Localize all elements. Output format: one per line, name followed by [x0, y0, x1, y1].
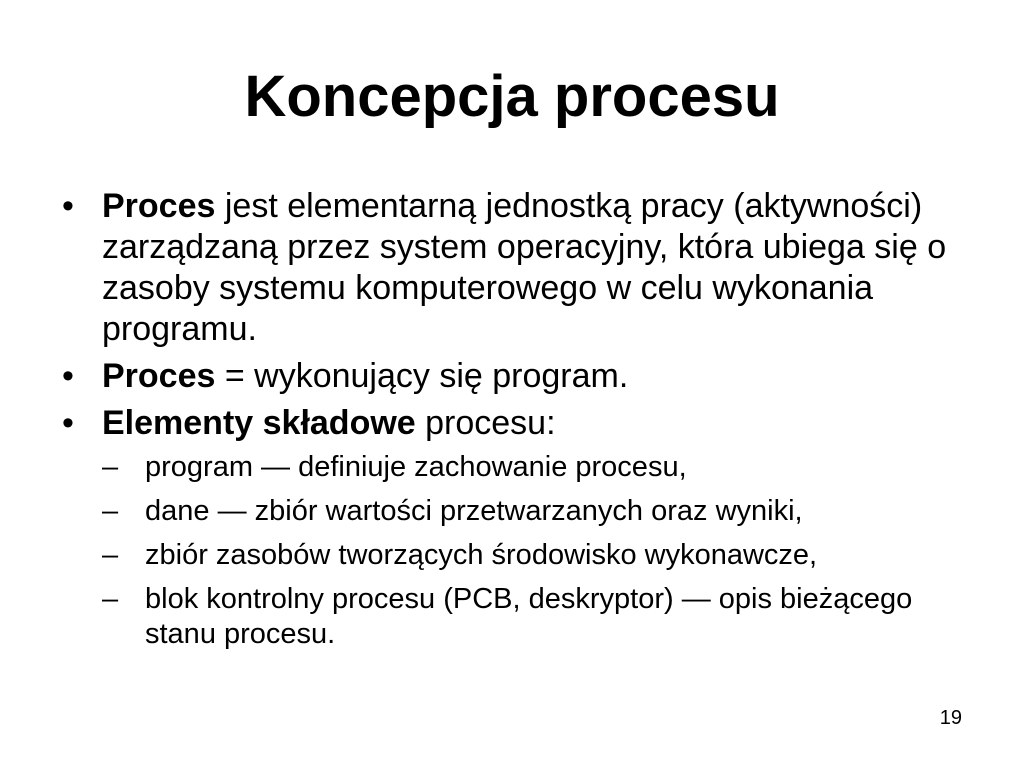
dash-mark: – [102, 583, 119, 615]
sub-list [62, 450, 962, 652]
bullet-mark: • [62, 357, 74, 395]
bullet-term: Elementy składowe [102, 404, 416, 442]
bullet-term: Proces [102, 357, 216, 395]
sub-item-text: dane — zbiór wartości przetwarzanych oraz wyniki, [145, 495, 803, 527]
slide-content [62, 186, 962, 661]
bullet-mark: • [62, 187, 74, 225]
bullet-mark: • [62, 404, 74, 442]
sub-item-text: program — definiuje zachowanie procesu, [145, 451, 687, 483]
slide-title: Koncepcja procesu [244, 64, 780, 129]
sub-item-text: blok kontrolny procesu (PCB, deskryptor) — opis bieżącego stanu procesu. [145, 583, 913, 650]
dash-mark: – [102, 539, 119, 571]
bullet-text: jest elementarną jednostką pracy (aktywności) zarządzaną przez system operacyjny, która ubiega się o zasoby systemu komputerowego w celu wykonania programu. [102, 187, 947, 348]
dash-mark: – [102, 495, 119, 527]
bullet-text: = wykonujący się program. [215, 357, 629, 395]
bullet-item [62, 356, 962, 397]
page-number: 19 [939, 707, 962, 729]
sub-item [102, 538, 962, 573]
sub-item-text: zbiór zasobów tworzących środowisko wykonawcze, [145, 539, 818, 571]
bullet-text: procesu: [415, 404, 556, 442]
sub-item [102, 582, 962, 652]
sub-item [102, 494, 962, 529]
bullet-item [62, 186, 962, 350]
sub-item [102, 450, 962, 485]
bullet-item [62, 403, 962, 444]
bullet-term: Proces [102, 187, 216, 225]
dash-mark: – [102, 451, 119, 483]
